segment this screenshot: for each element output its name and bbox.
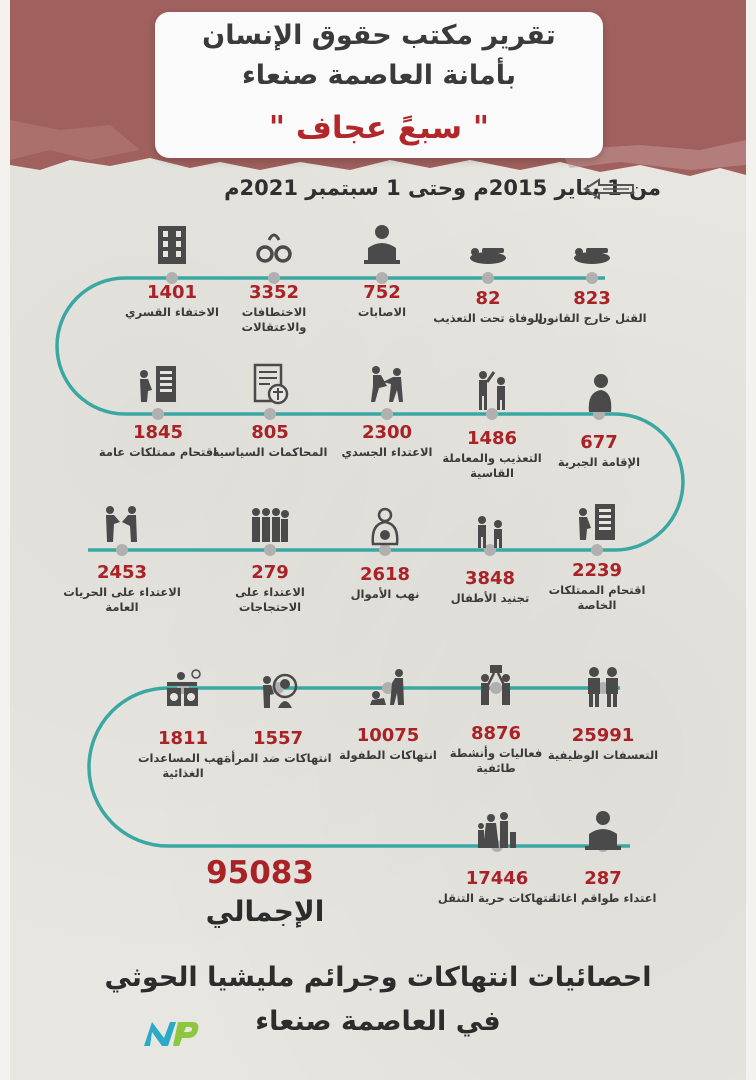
stat-label: نهب الأموال [350, 587, 420, 601]
stat-label: اعتداء طواقم اغاثة [549, 891, 657, 905]
stat-value: 82 [475, 288, 501, 309]
family-travel-icon [455, 808, 539, 852]
food-aid-icon [163, 668, 203, 712]
stat-value: 2239 [571, 560, 623, 581]
injured-person-icon [362, 222, 402, 266]
stat-label: الاختفاء القسري [125, 305, 219, 319]
stat-value: 1811 [157, 728, 209, 749]
footer-title: احصائيات انتهاكات وجرائم مليشيا الحوثي [104, 962, 652, 993]
court-document-icon [250, 362, 290, 406]
footer-subtitle: في العاصمة صنعاء [255, 1006, 501, 1037]
stat-label: الإقامة الجبرية [557, 455, 641, 469]
stat-label: تجنيد الأطفال [450, 591, 530, 605]
stat-value: 279 [251, 562, 289, 583]
sitting-person-icon [579, 372, 619, 416]
raid-building-icon [138, 362, 178, 406]
stat-value: 823 [573, 288, 611, 309]
prison-door-icon [152, 222, 192, 266]
stat-label: الاعتداء على الحريات العامة [63, 585, 181, 614]
stat-label: التعذيب والمعاملة القاسية [442, 451, 542, 480]
freedom-assault-icon [102, 502, 142, 546]
stat-value: 1557 [252, 728, 304, 749]
child-soldier-icon [470, 508, 510, 552]
stat-label: الاعتداء الجسدي [341, 445, 433, 459]
stat-label: انتهاكات حرية التنقل [437, 891, 557, 905]
handcuffs-icon [254, 222, 294, 266]
stat-value: 1401 [146, 282, 198, 303]
woman-abuse-icon [258, 668, 298, 712]
stat-value: 1486 [466, 428, 518, 449]
stat-label: التعسفات الوظيفية [547, 748, 659, 762]
employees-icon [583, 665, 623, 709]
stat-label: اقتحام الممتلكات الخاصة [548, 583, 646, 612]
stat-label: نهب المساعدات الغذائية [137, 751, 229, 780]
raid-house-icon [577, 500, 617, 544]
stat-value: 17446 [465, 868, 529, 889]
stat-value: 2300 [361, 422, 413, 443]
report-title: تقرير مكتب حقوق الإنسان [202, 20, 556, 51]
protesters-icon [250, 502, 290, 546]
stat-label: اقتحام ممتلكات عامة [98, 445, 218, 459]
stat-value: 752 [363, 282, 401, 303]
stat-value: 10075 [356, 725, 420, 746]
stat-label: انتهاكات ضد المرأة [224, 751, 332, 765]
stat-label: القتل خارج القانون [537, 311, 647, 325]
rally-icon [476, 663, 516, 707]
victim-lying-icon [468, 228, 508, 272]
stat-value: 287 [584, 868, 622, 889]
stat-label: الاصابات [357, 305, 407, 319]
victim-lying-icon [572, 228, 612, 272]
stat-label: الاعتداء على الاحتجاجات [235, 585, 305, 614]
stat-value: 1845 [132, 422, 184, 443]
stat-label: فعاليات وأنشطة طائفية [449, 746, 543, 775]
stat-label: انتهاكات الطفولة [339, 748, 437, 762]
stat-value: 805 [251, 422, 289, 443]
stat-value: 2618 [359, 564, 411, 585]
stat-label: المحاكمات السياسية [212, 445, 328, 459]
stat-value: 8876 [470, 723, 522, 744]
stat-value: 3352 [248, 282, 300, 303]
money-bag-icon [365, 504, 405, 548]
total-label: الإجمالي [205, 895, 325, 928]
date-range: من 1 يناير 2015م وحتى 1 سبتمبر 2021م [224, 176, 661, 200]
stat-value: 25991 [571, 725, 635, 746]
assault-icon [367, 362, 407, 406]
stat-label: الوفاة تحت التعذيب [433, 311, 543, 325]
stat-value: 677 [580, 432, 618, 453]
beating-icon [472, 368, 512, 412]
np-logo [142, 1018, 202, 1048]
relief-worker-icon [583, 808, 623, 852]
stat-label: الاختطافات والاعتقالات [241, 305, 307, 334]
child-abuse-icon [368, 665, 408, 709]
report-subtitle: بأمانة العاصمة صنعاء [241, 60, 517, 91]
stat-value: 2453 [96, 562, 148, 583]
stat-value: 3848 [464, 568, 516, 589]
total-value: 95083 [206, 855, 314, 891]
report-tagline: " سبعً عجاف " [268, 110, 490, 146]
